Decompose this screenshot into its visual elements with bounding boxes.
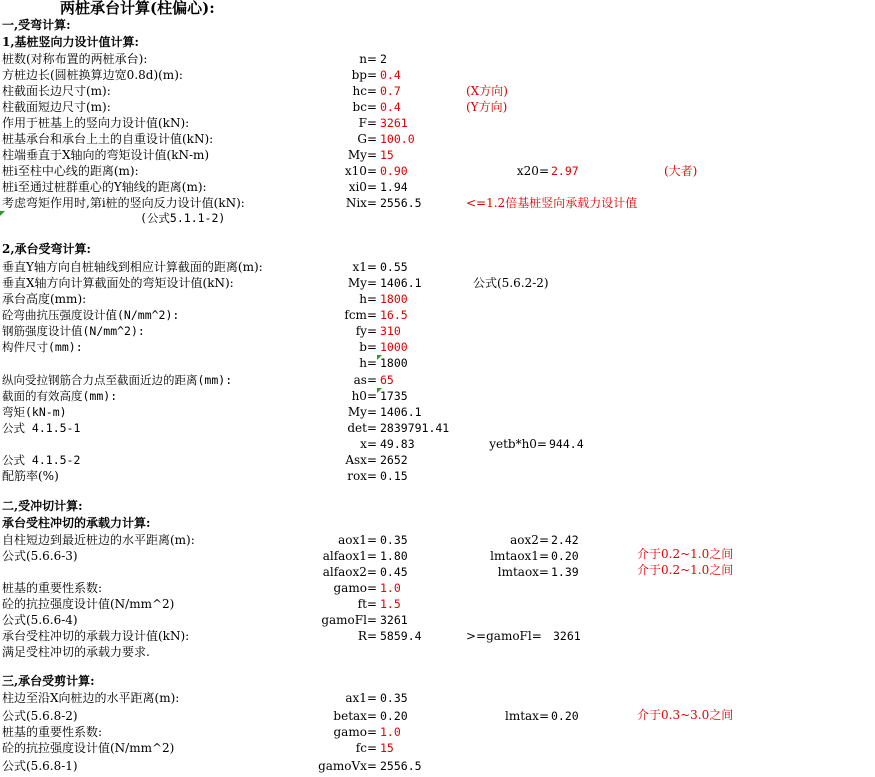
- comment-marker-icon: [0, 211, 5, 216]
- row-value-input[interactable]: 16.5: [380, 308, 408, 322]
- row-value: 5859.4: [380, 629, 422, 643]
- row-symbol-2: yetb*h0=: [489, 437, 547, 451]
- row-symbol-2: lmtaox1=: [490, 549, 549, 563]
- row-note: 介于0.3~3.0之间: [637, 708, 734, 722]
- row-value-2: 944.4: [549, 437, 584, 451]
- row-label: 柱截面长边尺寸(m):: [2, 84, 111, 98]
- row-symbol: ax1=: [345, 691, 377, 705]
- row-value: 0.35: [380, 691, 408, 705]
- row-symbol: fcm=: [344, 308, 377, 322]
- row-value: 2556.5: [380, 196, 422, 210]
- row-value-input[interactable]: 1000: [380, 340, 408, 354]
- row-symbol: x1=: [352, 260, 377, 274]
- row-value: 0.35: [380, 533, 408, 547]
- row-value-input[interactable]: 1.5: [380, 597, 401, 611]
- row-symbol-2: >=gamoFl=: [466, 629, 542, 643]
- row-value-input[interactable]: 15: [380, 148, 394, 162]
- row-value: 49.83: [380, 437, 415, 451]
- row-label: 公式(5.6.8-1): [2, 759, 78, 773]
- row-symbol-2: x20=: [516, 164, 549, 178]
- row-symbol: aox1=: [338, 533, 377, 547]
- row-symbol: xi0=: [348, 180, 377, 194]
- row-symbol: My=: [347, 405, 377, 419]
- row-label: 钢筋强度设计值(N/mm^2):: [2, 324, 145, 338]
- section-heading-bending: 一,受弯计算:: [2, 18, 71, 32]
- row-value-input[interactable]: 1800: [380, 292, 408, 306]
- row-symbol: det=: [347, 421, 377, 435]
- row-value-input[interactable]: 15: [380, 741, 394, 755]
- row-note: <=1.2倍基桩竖向承载力设计值: [466, 196, 638, 210]
- subsection-cap-bending: 2,承台受弯计算:: [2, 242, 91, 256]
- row-label: 纵向受拉钢筋合力点至截面近边的距离(mm):: [2, 373, 233, 387]
- row-symbol-2: lmtax=: [504, 709, 549, 723]
- row-value: 0.45: [380, 565, 408, 579]
- row-value-2: 1.39: [551, 565, 579, 579]
- row-value: 0.15: [380, 469, 408, 483]
- row-label: 考虑弯矩作用时,第i桩的竖向反力设计值(kN):: [2, 196, 245, 210]
- row-value-input[interactable]: 0.7: [380, 84, 401, 98]
- row-label: 垂直Y轴方向自桩轴线到相应计算截面的距离(m):: [2, 260, 263, 274]
- row-note: 公式(5.6.2-2): [473, 276, 549, 290]
- row-value-input[interactable]: 100.0: [380, 132, 415, 146]
- row-note: 介于0.2~1.0之间: [637, 563, 734, 577]
- row-label: 方桩边长(圆桩换算边宽0.8d)(m):: [2, 68, 183, 82]
- row-label: 作用于桩基上的竖向力设计值(kN):: [2, 116, 190, 130]
- row-value: 2: [380, 52, 387, 66]
- row-value: 1406.1: [380, 276, 422, 290]
- row-value: 0.20: [380, 709, 408, 723]
- row-value: 3261: [380, 613, 408, 627]
- row-symbol: My=: [347, 276, 377, 290]
- row-label: 截面的有效高度(mm):: [2, 389, 118, 403]
- row-label: 配筋率(%): [2, 469, 59, 483]
- row-label: 砼的抗拉强度设计值(N/mm^2): [2, 597, 175, 611]
- row-symbol-2: aox2=: [510, 533, 549, 547]
- row-symbol: fc=: [355, 741, 377, 755]
- row-note-2: (大者): [664, 164, 698, 178]
- row-value: 2839791.41: [380, 421, 450, 435]
- subsection-punching-capacity: 承台受柱冲切的承载力计算:: [2, 516, 151, 530]
- row-label: 承台高度(mm):: [2, 292, 87, 306]
- row-label: 公式(5.6.6-4): [2, 613, 78, 627]
- row-value-2-input[interactable]: 2.97: [551, 164, 579, 178]
- row-symbol: gamoFl=: [321, 613, 377, 627]
- row-label: 公式(5.6.8-2): [2, 709, 78, 723]
- row-value-2: 2.42: [551, 533, 579, 547]
- formula-ref: (公式5.1.1-2): [140, 211, 226, 225]
- row-value-input[interactable]: 0.4: [380, 68, 401, 82]
- row-label: 柱截面短边尺寸(m):: [2, 100, 111, 114]
- row-label: 桩基的重要性系数:: [2, 725, 103, 739]
- row-label: 桩数(对称布置的两桩承台):: [2, 52, 148, 66]
- row-label: 桩基承台和承台上土的自重设计值(kN):: [2, 132, 214, 146]
- row-symbol: ft=: [357, 597, 377, 611]
- row-symbol: as=: [353, 373, 377, 387]
- row-symbol: n=: [359, 52, 377, 66]
- row-value-input[interactable]: 1.0: [380, 725, 401, 739]
- row-symbol: b=: [359, 340, 377, 354]
- row-value-2: 3261: [553, 629, 581, 643]
- check-result: 满足受柱冲切的承载力要求.: [2, 645, 150, 659]
- row-note: 介于0.2~1.0之间: [637, 547, 734, 561]
- row-symbol: Nix=: [345, 196, 377, 210]
- row-value: 1.80: [380, 549, 408, 563]
- row-label: 桩基的重要性系数:: [2, 581, 103, 595]
- row-value-input[interactable]: 310: [380, 324, 401, 338]
- row-value: 0.55: [380, 260, 408, 274]
- row-label: 柱边至沿X向桩边的水平距离(m):: [2, 691, 180, 705]
- row-symbol: alfaox1=: [322, 549, 377, 563]
- row-value-2: 0.20: [551, 709, 579, 723]
- section-heading-shear: 三,承台受剪计算:: [2, 674, 95, 688]
- row-symbol: My=: [347, 148, 377, 162]
- row-symbol: G=: [357, 132, 377, 146]
- row-label: 弯矩(kN-m): [2, 405, 67, 419]
- row-value-input[interactable]: 0.90: [380, 164, 408, 178]
- row-value-input[interactable]: 1.0: [380, 581, 401, 595]
- row-label: 公式 4.1.5-2: [2, 453, 81, 467]
- row-symbol: x=: [360, 437, 377, 451]
- row-label: 公式 4.1.5-1: [2, 421, 81, 435]
- row-symbol: gamo=: [333, 725, 377, 739]
- row-symbol: Asx=: [345, 453, 377, 467]
- row-symbol: bp=: [351, 68, 377, 82]
- row-value: 1406.1: [380, 405, 422, 419]
- row-value-input[interactable]: 0.4: [380, 100, 401, 114]
- row-label: 砼的抗拉强度设计值(N/mm^2): [2, 741, 175, 755]
- section-heading-punching: 二,受冲切计算:: [2, 499, 83, 513]
- row-symbol: h=: [359, 292, 377, 306]
- row-value-input[interactable]: 65: [380, 373, 394, 387]
- row-label: 公式(5.6.6-3): [2, 549, 78, 563]
- row-label: 桩i至通过桩群重心的Y轴线的距离(m):: [2, 180, 207, 194]
- row-symbol: bc=: [352, 100, 377, 114]
- row-symbol: betax=: [333, 709, 377, 723]
- row-symbol: gamo=: [333, 581, 377, 595]
- row-value: 1.94: [380, 180, 408, 194]
- row-symbol: fy=: [355, 324, 377, 338]
- row-label: 柱端垂直于X轴向的弯矩设计值(kN-m): [2, 148, 210, 162]
- row-value: 1735: [380, 389, 408, 403]
- row-label: 砼弯曲抗压强度设计值(N/mm^2):: [2, 308, 180, 322]
- row-symbol: R=: [357, 629, 377, 643]
- row-symbol: alfaox2=: [322, 565, 377, 579]
- row-symbol: F=: [358, 116, 377, 130]
- row-note: (Y方向): [466, 100, 508, 114]
- row-label: 承台受柱冲切的承载力设计值(kN):: [2, 629, 190, 643]
- subsection-pile-force: 1,基桩竖向力设计值计算:: [2, 35, 139, 49]
- row-symbol: rox=: [347, 469, 377, 483]
- row-value-input[interactable]: 3261: [380, 116, 408, 130]
- row-value: 2556.5: [380, 759, 422, 773]
- row-label: 垂直X轴方向计算截面处的弯矩设计值(kN):: [2, 276, 234, 290]
- row-label: 桩i至柱中心线的距离(m):: [2, 164, 139, 178]
- row-label: 自柱短边到最近桩边的水平距离(m):: [2, 533, 195, 547]
- row-symbol-2: lmtaox=: [497, 565, 549, 579]
- row-symbol: h=: [359, 356, 377, 370]
- row-label: 构件尺寸(mm):: [2, 340, 83, 354]
- row-symbol: gamoVx=: [318, 759, 377, 773]
- row-value: 1800: [380, 356, 408, 370]
- row-symbol: h0=: [351, 389, 377, 403]
- row-note: (X方向): [466, 84, 508, 98]
- row-symbol: x10=: [344, 164, 377, 178]
- row-value-2: 0.20: [551, 549, 579, 563]
- page-title: 两桩承台计算(柱偏心):: [60, 0, 215, 17]
- row-symbol: hc=: [352, 84, 377, 98]
- row-value: 2652: [380, 453, 408, 467]
